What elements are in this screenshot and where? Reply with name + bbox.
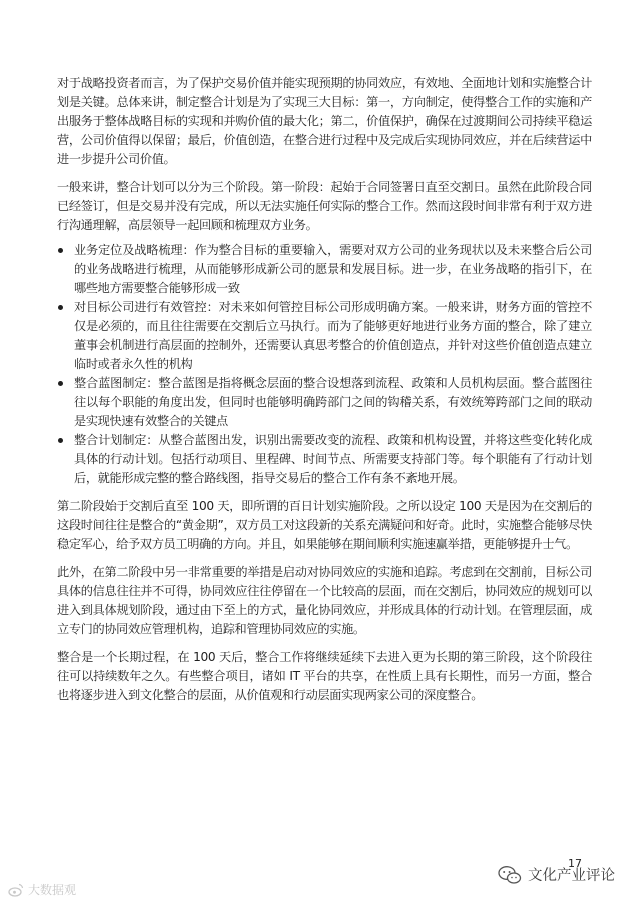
watermark-right (498, 864, 615, 885)
phase-three-paragraph: 整合是一个长期过程，在 100 天后，整合工作将继续延续下去进入更为长期的第三阶段，这个阶段往往可以持续数年之久。有些整合项目，诸如 IT 平台的共享，在性质上具有长期性，而另一方面，整合也将逐步进入到文化整合的层面，从价值观和行动层面实现两家公司的深度整合。 (57, 650, 592, 702)
bullet-text: 整合计划制定：从整合蓝图出发，识别出需要改变的流程、政策和机构设置，并将这些变化转化成具体的行动计划。包括行动项目、里程碑、时间节点、所需要支持部门等。每个职能有了行动计划后，就能形成完整的整合路线图，指导交易后的整合工作有条不紊地开展。 (74, 433, 592, 485)
watermark-left-text: 大数据观 (28, 883, 77, 897)
document-body (57, 74, 592, 705)
watermark-right-text: 文化产业评论 (528, 868, 615, 884)
phase-two-paragraph: 第二阶段始于交割后直至 100 天，即所谓的百日计划实施阶段。之所以设定 100 天是因为在交割后的这段时间往往是整合的“黄金期”，双方员工对这段新的关系充满疑问和好奇。此时，实施整合能够尽快稳定军心，给予双方员工明确的方向。并且，如果能够在期间顺利实施速赢举措，更能够提升士气。 (57, 499, 592, 551)
phase-one-paragraph: 一般来讲，整合计划可以分为三个阶段。第一阶段：起始于合同签署日直至交割日。虽然在此阶段合同已经签订，但是交易并没有完成，所以无法实施任何实际的整合工作。然而这段时间非常有利于双方进行沟通理解，高层领导一起回顾和梳理双方业务。 (57, 180, 592, 232)
weibo-icon (8, 883, 24, 897)
bullet-dot (58, 248, 63, 253)
watermark-left (8, 881, 76, 898)
bullet-item (57, 298, 592, 374)
bullet-item (57, 374, 592, 431)
bullet-text: 整合蓝图制定：整合蓝图是指将概念层面的整合设想落到流程、政策和人员机构层面。整合蓝图往往以每个职能的角度出发，但同时也能够明确跨部门之间的钩稽关系，有效统筹跨部门之间的联动是实现快速有效整合的关键点 (74, 376, 592, 428)
bullet-item (57, 431, 592, 488)
bullet-dot (58, 381, 63, 386)
bullet-dot (58, 305, 63, 310)
bullet-list (57, 241, 592, 488)
bullet-item (57, 241, 592, 298)
page-number: 17 (568, 857, 582, 870)
bullet-text: 对目标公司进行有效管控：对未来如何管控目标公司形成明确方案。一般来讲，财务方面的管控不仅是必须的，而且往往需要在交割后立马执行。而为了能够更好地进行业务方面的整合，除了建立董事会机制进行高层面的控制外，还需要认真思考整合的价值创造点，并针对这些价值创造点建立临时或者永久性的机构 (74, 300, 592, 371)
wechat-icon (498, 865, 522, 885)
intro-paragraph: 对于战略投资者而言，为了保护交易价值并能实现预期的协同效应，有效地、全面地计划和实施整合计划是关键。总体来讲，制定整合计划是为了实现三大目标：第一，方向制定，使得整合工作的实施和产出服务于整体战略目标的实现和并购价值的最大化；第二，价值保护，确保在过渡期间公司持续平稳运营，公司价值得以保留；最后，价值创造，在整合进行过程中及完成后实现协同效应，并在后续营运中进一步提升公司价值。 (57, 76, 592, 166)
synergy-paragraph: 此外，在第二阶段中另一非常重要的举措是启动对协同效应的实施和追踪。考虑到在交割前，目标公司具体的信息往往并不可得，协同效应往往停留在一个比较高的层面，而在交割后，协同效应的规划可以进入到具体规划阶段，通过由下至上的方式，量化协同效应，并形成具体的行动计划。在管理层面，成立专门的协同效应管理机构，追踪和管理协同效应的实施。 (57, 565, 592, 636)
bullet-dot (58, 438, 63, 443)
bullet-text: 业务定位及战略梳理：作为整合目标的重要输入，需要对双方公司的业务现状以及未来整合后公司的业务战略进行梳理，从而能够形成新公司的愿景和发展目标。进一步，在业务战略的指引下，在哪些地方需要整合能够形成一致 (74, 243, 592, 295)
